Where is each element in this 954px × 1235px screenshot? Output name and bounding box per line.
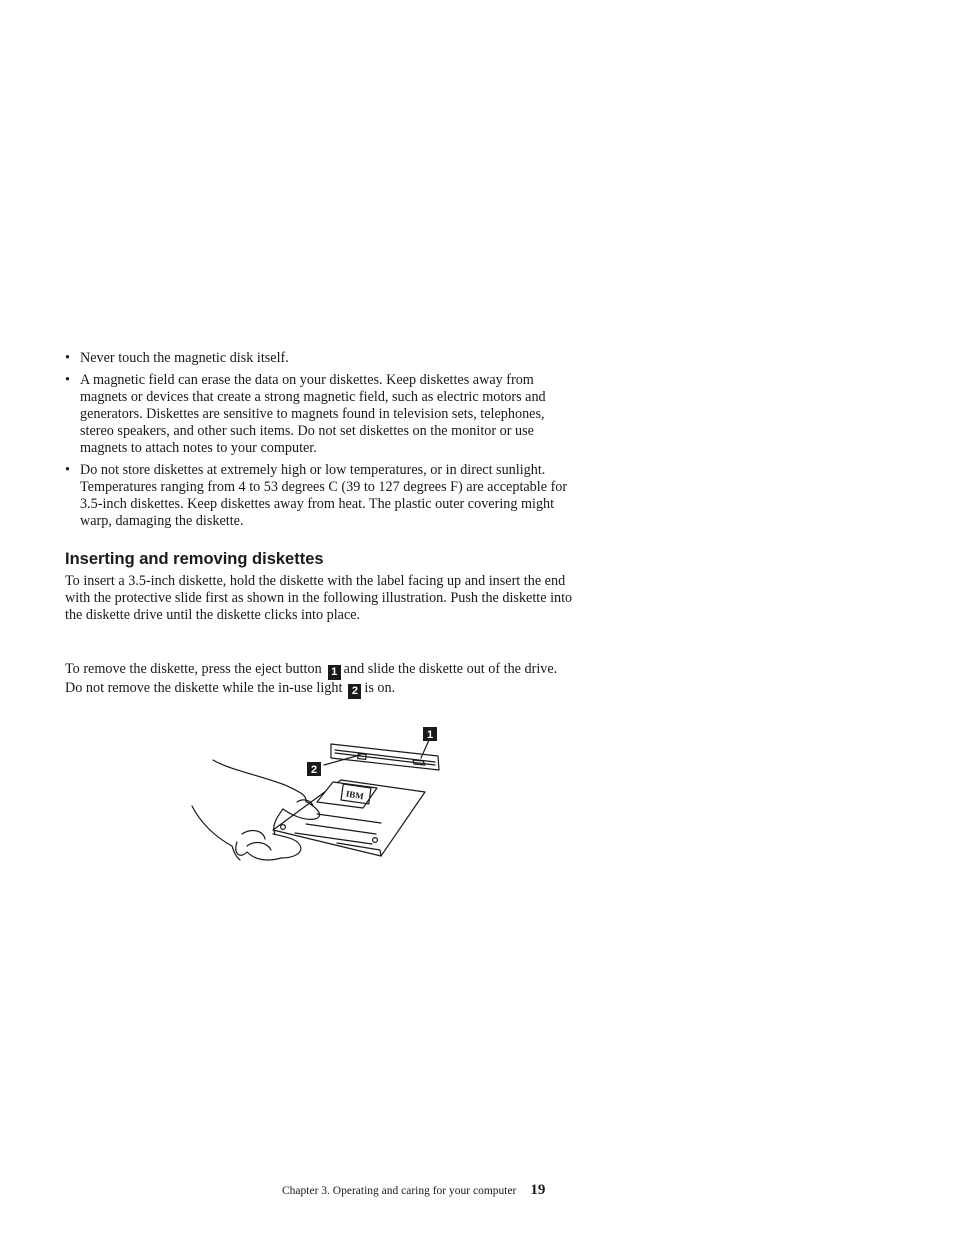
list-item bbox=[65, 462, 575, 530]
caution-list bbox=[65, 350, 575, 535]
diskette-drive-slot bbox=[331, 744, 439, 770]
list-item bbox=[65, 350, 575, 367]
ibm-logo: IBM bbox=[345, 788, 365, 802]
callout-2-badge: 2 bbox=[348, 684, 361, 699]
page-number: 19 bbox=[530, 1182, 546, 1198]
bullet-marker: • bbox=[65, 372, 70, 388]
callout-1-badge: 1 bbox=[328, 665, 341, 680]
remove-text-part3: is on. bbox=[364, 680, 396, 696]
figure-callout-2 bbox=[307, 762, 321, 776]
chapter-title: Chapter 3. Operating and caring for your computer bbox=[282, 1185, 517, 1197]
bullet-marker: • bbox=[65, 350, 70, 366]
figure-callout-1-label: 1 bbox=[426, 729, 434, 741]
remove-instructions bbox=[65, 661, 575, 699]
list-item-text: Never touch the magnetic disk itself. bbox=[80, 350, 289, 366]
figure-callout-1 bbox=[423, 727, 437, 741]
list-item-text: Do not store diskettes at extremely high or low temperatures, or in direct sunlight. Temperatures ranging from 4 to 53 degrees C (39 to 127 degrees F) are acceptable for 3.5-inch diskettes. Keep diskettes away from heat. The plastic outer covering might warp, damaging the diskette. bbox=[80, 462, 568, 529]
list-item bbox=[65, 372, 575, 457]
section-heading: Inserting and removing diskettes bbox=[65, 550, 324, 568]
insert-instructions: To insert a 3.5-inch diskette, hold the diskette with the label facing up and insert the end with the protective slide first as shown in the following illustration. Push the diskette into the diskette drive until the diskette clicks into place. bbox=[65, 573, 573, 623]
bullet-marker: • bbox=[65, 462, 70, 478]
remove-text-part1: To remove the diskette, press the eject button bbox=[65, 661, 322, 677]
figure-callout-2-label: 2 bbox=[310, 764, 318, 776]
diskette-insertion-illustration bbox=[185, 722, 450, 870]
page-footer bbox=[282, 1181, 545, 1200]
remove-text-part2: and slide the diskette out of the drive. Do not remove the diskette while the in-use light bbox=[65, 661, 558, 696]
list-item-text: A magnetic field can erase the data on your diskettes. Keep diskettes away from magnets or devices that create a strong magnetic field, such as electric motors and generators. Diskettes are sensitive to magnets found in television sets, telephones, stereo speakers, and other such items. Do not set diskettes on the monitor or use magnets to attach notes to your computer. bbox=[80, 372, 546, 456]
